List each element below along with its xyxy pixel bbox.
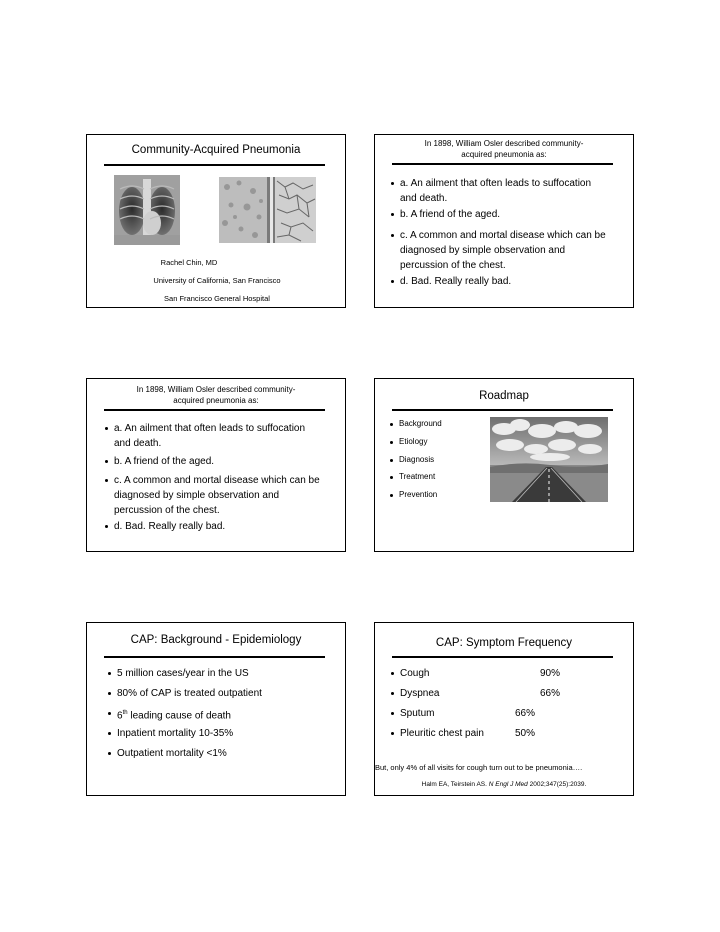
table-row xyxy=(400,686,630,701)
symptom-label: Sputum xyxy=(400,708,435,719)
histology-image xyxy=(219,177,316,243)
slide-title: Roadmap xyxy=(479,390,529,402)
slide-title: CAP: Background - Epidemiology xyxy=(130,634,302,646)
title-rule xyxy=(392,409,613,411)
slide-title-line-2: acquired pneumonia as: xyxy=(461,150,547,159)
list-item: Outpatient mortality <1% xyxy=(117,748,227,759)
slide-1 xyxy=(86,134,346,308)
slide-6 xyxy=(374,622,634,796)
title-rule xyxy=(104,409,325,411)
list-item: b. A friend of the aged. xyxy=(400,209,501,220)
table-row xyxy=(400,726,630,741)
chest-xray-image xyxy=(114,175,180,245)
slide-title-line-1: In 1898, William Osler described community- xyxy=(424,139,584,148)
list-item: 5 million cases/year in the US xyxy=(117,668,249,679)
road-landscape-image xyxy=(490,417,608,502)
list-item: b. A friend of the aged. xyxy=(114,456,215,467)
slide-title-line-2: acquired pneumonia as: xyxy=(173,396,259,405)
list-item: Treatment xyxy=(399,472,436,481)
table-row xyxy=(400,666,630,681)
title-rule xyxy=(392,656,613,658)
list-item: Etiology xyxy=(399,437,428,446)
footnote: But, only 4% of all visits for cough turn out to be pneumonia…. xyxy=(375,763,583,772)
list-item: a. An ailment that often leads to suffocation and death. xyxy=(114,423,306,449)
list-item: Prevention xyxy=(399,490,438,499)
affiliation-hospital: San Francisco General Hospital xyxy=(164,294,270,303)
symptom-value: 50% xyxy=(515,728,536,739)
symptom-value: 66% xyxy=(515,708,536,719)
symptom-label: Pleuritic chest pain xyxy=(400,728,484,739)
list-item: Background xyxy=(399,419,442,428)
author-name: Rachel Chin, MD xyxy=(160,258,218,267)
table-row xyxy=(400,706,630,721)
slide-5 xyxy=(86,622,346,796)
list-item: 6th leading cause of death xyxy=(117,706,231,723)
slide-2 xyxy=(374,134,634,308)
title-rule xyxy=(104,656,325,658)
list-item: 80% of CAP is treated outpatient xyxy=(117,688,262,699)
title-rule xyxy=(392,163,613,165)
symptom-value: 66% xyxy=(540,688,561,699)
slide-title: Community-Acquired Pneumonia xyxy=(131,144,301,156)
citation: Halm EA, Teirstein AS. N Engl J Med 2002;347(25):2039. xyxy=(421,781,587,788)
list-item: Inpatient mortality 10-35% xyxy=(117,728,234,739)
list-item: c. A common and mortal disease which can be diagnosed by simple observation and percussion of the chest. xyxy=(114,475,320,516)
title-rule xyxy=(104,164,325,166)
slide-3 xyxy=(86,378,346,552)
list-item: a. An ailment that often leads to suffocation and death. xyxy=(400,178,592,204)
slide-4 xyxy=(374,378,634,552)
affiliation-university: University of California, San Francisco xyxy=(153,276,281,285)
slide-title-line-1: In 1898, William Osler described community- xyxy=(136,385,296,394)
symptom-label: Dyspnea xyxy=(400,688,440,699)
list-item: d. Bad. Really really bad. xyxy=(400,276,512,287)
list-item: c. A common and mortal disease which can be diagnosed by simple observation and percussion of the chest. xyxy=(400,230,606,271)
symptom-label: Cough xyxy=(400,668,430,679)
slide-title: CAP: Symptom Frequency xyxy=(435,637,573,649)
list-item: Diagnosis xyxy=(399,455,435,464)
list-item: d. Bad. Really really bad. xyxy=(114,521,226,532)
symptom-value: 90% xyxy=(540,668,561,679)
